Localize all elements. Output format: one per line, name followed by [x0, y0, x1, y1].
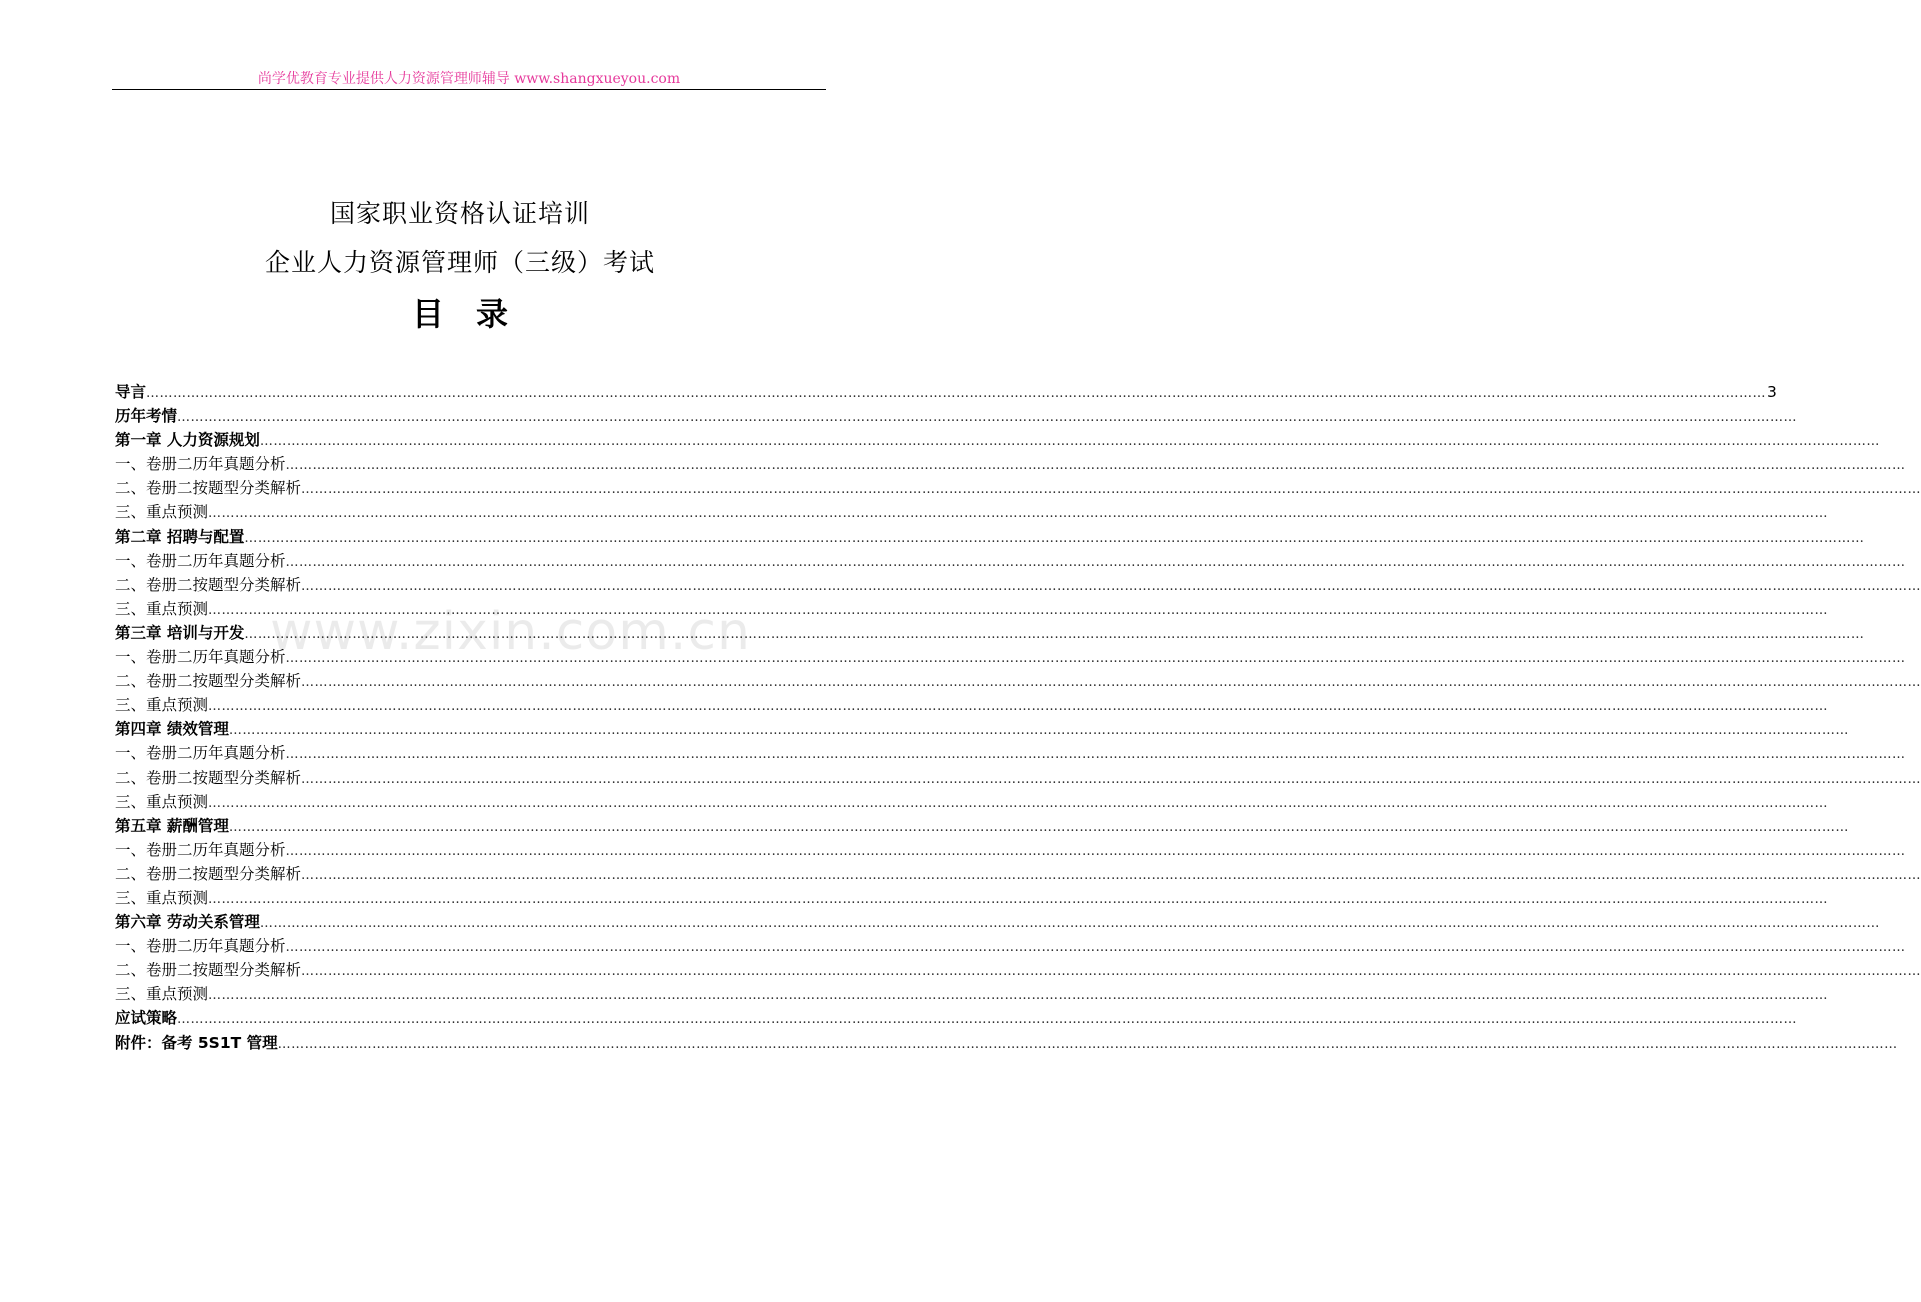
- toc-dot-leader: ………………………………………………………………………………………………………………………………………………………………………………………………………………………………………………………………………………………………………………………………: [244, 530, 1865, 546]
- toc-dot-leader: ………………………………………………………………………………………………………………………………………………………………………………………………………………………………………………………………………………………………………………………………: [228, 819, 1849, 835]
- toc-entry-label: 第六章 劳动关系管理: [115, 913, 260, 932]
- toc-entry[interactable]: [115, 573, 1921, 597]
- toc-entry-label: 一、卷册二历年真题分析: [115, 840, 286, 859]
- toc-entry[interactable]: [115, 693, 1829, 717]
- toc-entry[interactable]: [115, 886, 1829, 910]
- document-title-line-1: 国家职业资格认证培训: [329, 199, 590, 228]
- toc-entry-label: 二、卷册二按题型分类解析: [115, 768, 302, 787]
- toc-dot-leader: ………………………………………………………………………………………………………………………………………………………………………………………………………………………………………………………………………………………………………………………………: [301, 771, 1921, 787]
- toc-dot-leader: ………………………………………………………………………………………………………………………………………………………………………………………………………………………………………………………………………………………………………………………………: [208, 699, 1829, 715]
- toc-dot-leader: ………………………………………………………………………………………………………………………………………………………………………………………………………………………………………………………………………………………………………………………………: [146, 386, 1767, 401]
- toc-entry-label: 三、重点预测: [115, 792, 209, 811]
- toc-entry-label: 二、卷册二按题型分类解析: [115, 672, 302, 691]
- toc-dot-leader: ………………………………………………………………………………………………………………………………………………………………………………………………………………………………………………………………………………………………………………………………: [285, 843, 1906, 859]
- toc-entry-label: 一、卷册二历年真题分析: [115, 648, 286, 667]
- toc-entry[interactable]: [115, 741, 1906, 765]
- toc-entry[interactable]: [115, 549, 1906, 573]
- toc-entry-label: 三、重点预测: [115, 985, 209, 1004]
- toc-entry-label: 附件：备考 5S1T 管理: [115, 1033, 278, 1052]
- toc-entry[interactable]: [115, 790, 1829, 814]
- toc-dot-leader: ………………………………………………………………………………………………………………………………………………………………………………………………………………………………………………………………………………………………………………………………: [301, 578, 1921, 594]
- toc-dot-leader: ………………………………………………………………………………………………………………………………………………………………………………………………………………………………………………………………………………………………………………………………: [285, 651, 1906, 667]
- toc-dot-leader: ………………………………………………………………………………………………………………………………………………………………………………………………………………………………………………………………………………………………………………………………: [208, 602, 1829, 618]
- toc-entry-label: 第一章 人力资源规划: [115, 431, 260, 450]
- toc-dot-leader: ………………………………………………………………………………………………………………………………………………………………………………………………………………………………………………………………………………………………………………………………: [177, 410, 1798, 426]
- toc-dot-leader: ………………………………………………………………………………………………………………………………………………………………………………………………………………………………………………………………………………………………………………………………: [259, 916, 1880, 932]
- toc-entry[interactable]: [115, 717, 1849, 741]
- toc-entry[interactable]: [115, 814, 1849, 838]
- toc-entry[interactable]: [115, 958, 1921, 982]
- toc-dot-leader: ………………………………………………………………………………………………………………………………………………………………………………………………………………………………………………………………………………………………………………………………: [177, 1012, 1798, 1028]
- toc-dot-leader: ………………………………………………………………………………………………………………………………………………………………………………………………………………………………………………………………………………………………………………………………: [301, 482, 1921, 498]
- toc-dot-leader: ………………………………………………………………………………………………………………………………………………………………………………………………………………………………………………………………………………………………………………………………: [301, 964, 1921, 980]
- toc-entry[interactable]: [115, 982, 1829, 1006]
- toc-entry[interactable]: [115, 862, 1921, 886]
- toc-entry[interactable]: [115, 1031, 1898, 1055]
- toc-dot-leader: ………………………………………………………………………………………………………………………………………………………………………………………………………………………………………………………………………………………………………………………………: [228, 723, 1849, 739]
- toc-entry-label: 三、重点预测: [115, 888, 209, 907]
- toc-entry[interactable]: [115, 380, 1777, 404]
- toc-entry-label: 一、卷册二历年真题分析: [115, 744, 286, 763]
- toc-entry-label: 历年考情: [115, 407, 178, 426]
- toc-dot-leader: ………………………………………………………………………………………………………………………………………………………………………………………………………………………………………………………………………………………………………………………………: [208, 795, 1829, 811]
- toc-dot-leader: ………………………………………………………………………………………………………………………………………………………………………………………………………………………………………………………………………………………………………………………………: [259, 434, 1880, 450]
- toc-entry[interactable]: [115, 525, 1865, 549]
- toc-dot-leader: ………………………………………………………………………………………………………………………………………………………………………………………………………………………………………………………………………………………………………………………………: [285, 554, 1906, 570]
- toc-entry[interactable]: [115, 766, 1921, 790]
- toc-entry[interactable]: [115, 500, 1829, 524]
- toc-dot-leader: ………………………………………………………………………………………………………………………………………………………………………………………………………………………………………………………………………………………………………………………………: [285, 747, 1906, 763]
- toc-entry[interactable]: [115, 645, 1906, 669]
- toc-entry[interactable]: [115, 452, 1906, 476]
- toc-entry-label: 二、卷册二按题型分类解析: [115, 479, 302, 498]
- toc-entry-label: 一、卷册二历年真题分析: [115, 551, 286, 570]
- toc-dot-leader: ………………………………………………………………………………………………………………………………………………………………………………………………………………………………………………………………………………………………………………………………: [277, 1036, 1898, 1052]
- toc-entry-label: 一、卷册二历年真题分析: [115, 937, 286, 956]
- toc-dot-leader: ………………………………………………………………………………………………………………………………………………………………………………………………………………………………………………………………………………………………………………………………: [285, 940, 1906, 956]
- toc-entry-label: 一、卷册二历年真题分析: [115, 455, 286, 474]
- toc-entry[interactable]: [115, 910, 1880, 934]
- toc-entry-label: 应试策略: [115, 1009, 178, 1028]
- toc-entry-label: 三、重点预测: [115, 696, 209, 715]
- toc-entry-label: 二、卷册二按题型分类解析: [115, 961, 302, 980]
- toc-entry[interactable]: [115, 838, 1906, 862]
- toc-entry-label: 三、重点预测: [115, 599, 209, 618]
- page-header: 尚学优教育专业提供人力资源管理师辅导 www.shangxueyou.com: [257, 71, 681, 87]
- toc-entry-label: 第五章 薪酬管理: [115, 816, 229, 835]
- watermark: www.zixin.com.cn: [270, 602, 751, 662]
- toc-entry[interactable]: [115, 476, 1921, 500]
- toc-entry-label: 导言: [115, 383, 147, 401]
- toc-dot-leader: ………………………………………………………………………………………………………………………………………………………………………………………………………………………………………………………………………………………………………………………………: [301, 867, 1921, 883]
- table-of-contents: [115, 380, 1921, 1055]
- toc-entry[interactable]: [115, 669, 1921, 693]
- toc-entry-label: 三、重点预测: [115, 503, 209, 522]
- toc-dot-leader: ………………………………………………………………………………………………………………………………………………………………………………………………………………………………………………………………………………………………………………………………: [285, 458, 1906, 474]
- toc-entry-label: 第二章 招聘与配置: [115, 527, 245, 546]
- toc-entry-label: 二、卷册二按题型分类解析: [115, 864, 302, 883]
- toc-entry[interactable]: [115, 934, 1906, 958]
- document-title-line-2: 企业人力资源管理师（三级）考试: [264, 248, 655, 277]
- toc-entry-label: 二、卷册二按题型分类解析: [115, 575, 302, 594]
- toc-heading: 目 录: [411, 295, 508, 333]
- toc-entry[interactable]: [115, 428, 1880, 452]
- toc-entry-label: 第三章 培训与开发: [115, 623, 245, 642]
- toc-dot-leader: ………………………………………………………………………………………………………………………………………………………………………………………………………………………………………………………………………………………………………………………………: [244, 626, 1865, 642]
- toc-entry-label: 第四章 绩效管理: [115, 720, 229, 739]
- toc-entry[interactable]: [115, 1006, 1798, 1030]
- toc-entry-page: 3: [1767, 383, 1777, 401]
- toc-entry[interactable]: [115, 597, 1829, 621]
- toc-dot-leader: ………………………………………………………………………………………………………………………………………………………………………………………………………………………………………………………………………………………………………………………………: [208, 506, 1829, 522]
- toc-dot-leader: ………………………………………………………………………………………………………………………………………………………………………………………………………………………………………………………………………………………………………………………………: [301, 675, 1921, 691]
- header-divider: [112, 89, 826, 90]
- toc-entry[interactable]: [115, 404, 1798, 428]
- toc-dot-leader: ………………………………………………………………………………………………………………………………………………………………………………………………………………………………………………………………………………………………………………………………: [208, 891, 1829, 907]
- toc-entry[interactable]: [115, 621, 1865, 645]
- toc-dot-leader: ………………………………………………………………………………………………………………………………………………………………………………………………………………………………………………………………………………………………………………………………: [208, 988, 1829, 1004]
